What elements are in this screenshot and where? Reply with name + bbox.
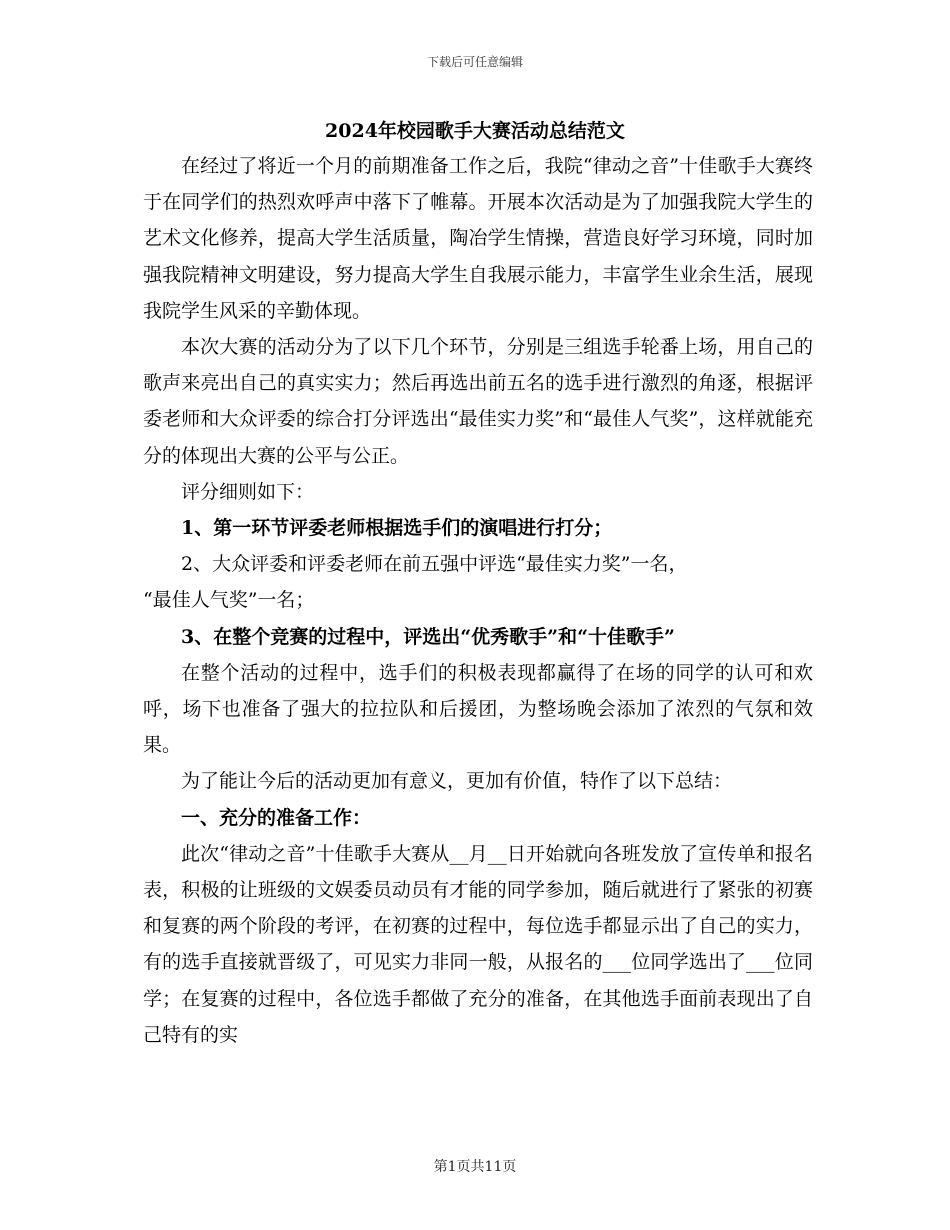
paragraph-performance: 在整个活动的过程中，选手们的积极表现都赢得了在场的同学的认可和欢呼，场下也准备了强大的拉拉队和后援团，为整场晚会添加了浓烈的气氛和效果。 bbox=[143, 661, 813, 757]
paragraph-preparation: 此次“律动之音”十佳歌手大赛从__月__日开始就向各班发放了宣传单和报名表，积极的让班级的文娱委员动员有才能的同学参加，随后就进行了紧张的初赛和复赛的两个阶段的考评，在初赛的过程中，每位选手都显示出了自己的实力，有的选手直接就晋级了，可见实力非同一般，从报名的___位同学选出了___位同学；在复赛的过程中，各位选手都做了充分的准备，在其他选手面前表现出了自己特有的实 bbox=[143, 842, 813, 1046]
rule-item-3: 3、在整个竞赛的过程中，评选出“优秀歌手”和“十佳歌手” bbox=[181, 625, 675, 648]
rule-item-2: 2、大众评委和评委老师在前五强中评选“最佳实力奖”一名， bbox=[181, 553, 688, 576]
page-footer-number: 第1页共11页 bbox=[433, 1159, 517, 1175]
rule-item-2-continued: “最佳人气奖”一名； bbox=[143, 589, 315, 612]
paragraph-summary-intro: 为了能让今后的活动更加有意义，更加有价值，特作了以下总结： bbox=[181, 770, 733, 793]
paragraph-stages: 本次大赛的活动分为了以下几个环节，分别是三组选手轮番上场，用自己的歌声来亮出自己的真实实力；然后再选出前五名的选手进行激烈的角逐，根据评委老师和大众评委的综合打分评选出“最佳实力奖”和“最佳人气奖”，这样就能充分的体现出大赛的公平与公正。 bbox=[143, 336, 813, 467]
page-header-note: 下载后可任意编辑 bbox=[426, 55, 523, 69]
section-heading-preparation: 一、充分的准备工作： bbox=[181, 806, 372, 829]
paragraph-intro: 在经过了将近一个月的前期准备工作之后，我院“律动之音”十佳歌手大赛终于在同学们的热烈欢呼声中落下了帷幕。开展本次活动是为了加强我院大学生的艺术文化修养，提高大学生活质量，陶冶学生情操，营造良好学习环境，同时加强我院精神文明建设，努力提高大学生自我展示能力，丰富学生业余生活，展现我院学生风采的辛勤体现。 bbox=[143, 155, 813, 322]
paragraph-rules-heading: 评分细则如下： bbox=[181, 480, 315, 503]
document-body bbox=[143, 148, 813, 1053]
document-title: 2024年校园歌手大赛活动总结范文 bbox=[325, 120, 625, 142]
rule-item-1: 1、第一环节评委老师根据选手们的演唱进行打分； bbox=[181, 517, 613, 540]
